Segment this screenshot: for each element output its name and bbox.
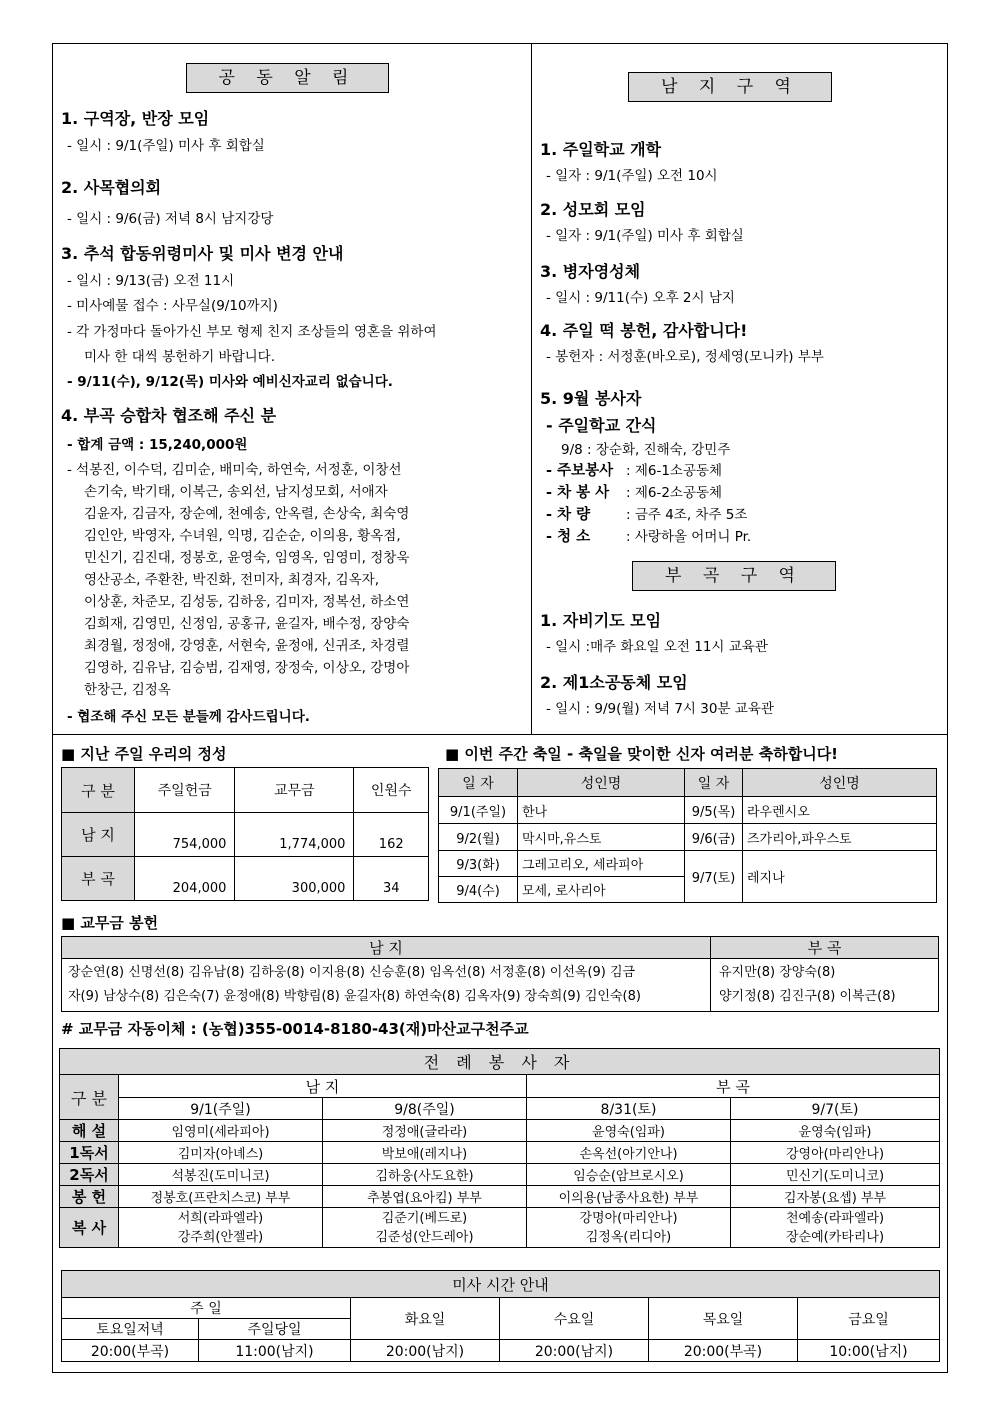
liturgy-cell: 임영미(세라피아) [119, 1120, 323, 1142]
offering-cell: 754,000 [135, 813, 235, 857]
feast-saint: 즈가리아,파우스토 [743, 824, 937, 851]
liturgy-cell: 윤영숙(임파) [731, 1120, 940, 1142]
tithe-bugok-line: 양기정(8) 김진구(8) 이복근(8) [719, 989, 896, 1004]
tithe-bugok-names [711, 959, 939, 1012]
feast-head: 일 자 [685, 769, 743, 797]
mass-time: 20:00(부곡) [62, 1340, 199, 1362]
namji-title: 남 지 구 역 [628, 72, 832, 102]
feast-saint: 라우렌시오 [743, 797, 937, 824]
donor-line: 이상훈, 차준모, 김성동, 김하웅, 김미자, 정복선, 하소연 [84, 594, 410, 610]
bugok-title: 부 곡 구 역 [632, 561, 836, 591]
mass-day: 화요일 [351, 1298, 500, 1340]
liturgy-cell: 김하웅(사도요한) [323, 1164, 527, 1186]
liturgy-date: 9/1(주일) [119, 1098, 323, 1120]
feast-table [438, 768, 937, 903]
offering-cell: 300,000 [235, 857, 354, 901]
liturgy-cell: 박보애(레지나) [323, 1142, 527, 1164]
donor-line: 김인안, 박영자, 수녀원, 익명, 김순순, 이의용, 황옥점, [84, 528, 401, 544]
feast-title: ■ 이번 주간 축일 - 축일을 맞이한 신자 여러분 축하합니다! [445, 745, 839, 763]
bugok-s2-line: - 일시 : 9/9(월) 저녁 7시 30분 교육관 [546, 701, 774, 717]
namji-s1-line: - 일자 : 9/1(주일) 오전 10시 [546, 168, 718, 184]
tithe-namji-line: 장순연(8) 신명선(8) 김유남(8) 김하웅(8) 이지용(8) 신승훈(8) 임옥선(8) 서정훈(8) 이선옥(9) 김금 [68, 965, 636, 980]
liturgy-role: 2독서 [60, 1164, 119, 1186]
tithe-title: ■ 교무금 봉헌 [61, 914, 159, 932]
feast-date: 9/2(월) [439, 824, 518, 851]
namji-s5-head: 5. 9월 봉사자 [540, 389, 642, 408]
donor-line: 김윤자, 김금자, 장순예, 천예송, 안옥렬, 손상숙, 최숙영 [84, 506, 410, 522]
liturgy-service-cell [323, 1208, 527, 1248]
liturgy-cell: 정정애(글라라) [323, 1120, 527, 1142]
feast-saint: 모세, 로사리아 [518, 877, 685, 903]
joint-notice-title: 공 동 알 림 [186, 63, 389, 93]
bugok-s2-head: 2. 제1소공동체 모임 [540, 673, 688, 692]
volunteer-role: - 차 봉 사 [546, 485, 610, 501]
tithe-namji-names [62, 959, 711, 1012]
joint-s3-line4: 미사 한 대씩 봉헌하기 바랍니다. [84, 349, 275, 365]
tithe-bugok-line: 유지만(8) 장양숙(8) [719, 965, 836, 980]
tithe-namji-head: 남 지 [62, 937, 711, 959]
liturgy-service-cell [527, 1208, 731, 1248]
tithe-bugok-head: 부 곡 [711, 937, 939, 959]
feast-head: 일 자 [439, 769, 518, 797]
liturgy-date: 9/7(토) [731, 1098, 940, 1120]
mass-time: 10:00(남지) [798, 1340, 940, 1362]
liturgy-bugok-head: 부 곡 [527, 1075, 940, 1098]
namji-s3-head: 3. 병자영성체 [540, 262, 641, 281]
liturgy-cell: 민신기(도미니코) [731, 1164, 940, 1186]
joint-s2-line: - 일시 : 9/6(금) 저녁 8시 남지강당 [67, 211, 274, 227]
liturgy-cell: 석봉진(도미니코) [119, 1164, 323, 1186]
liturgy-service-name: 김준성(안드레아) [375, 1229, 474, 1245]
donor-line: 최경월, 정정애, 강영훈, 서현숙, 윤정애, 신귀조, 차경렬 [84, 638, 410, 654]
liturgy-cell: 김자봉(요셉) 부부 [731, 1186, 940, 1208]
volunteer-value: : 제6-2소공동체 [626, 485, 723, 501]
liturgy-service-name: 천예송(라파엘라) [785, 1210, 885, 1226]
feast-saint: 그레고리오, 세라피아 [518, 851, 685, 877]
offering-row-label: 부 곡 [62, 857, 135, 901]
mass-time: 20:00(남지) [351, 1340, 500, 1362]
offering-head-sunday: 주일헌금 [135, 768, 235, 813]
offering-cell: 162 [354, 813, 429, 857]
donor-line: 손기숙, 박기태, 이복근, 송외선, 남지성모회, 서애자 [84, 484, 388, 500]
announcements-area [53, 44, 947, 735]
namji-s4-head: 4. 주일 떡 봉헌, 감사합니다! [540, 321, 748, 340]
bugok-s1-line: - 일시 :매주 화요일 오전 11시 교육관 [546, 639, 768, 655]
liturgy-service-name: 서희(라파엘라) [177, 1210, 264, 1226]
volunteer-role: - 주보봉사 [546, 463, 614, 479]
offering-cell: 1,774,000 [235, 813, 354, 857]
feast-date: 9/1(주일) [439, 797, 518, 824]
namji-s3-line: - 일시 : 9/11(수) 오후 2시 남지 [546, 290, 735, 306]
liturgy-service-name: 강명아(마리안나) [579, 1210, 678, 1226]
joint-notice-column [53, 44, 532, 734]
offering-row-label: 남 지 [62, 813, 135, 857]
liturgy-cell: 윤영숙(임파) [527, 1120, 731, 1142]
offering-head-tithe: 교무금 [235, 768, 354, 813]
donor-line: 김영하, 김유남, 김승범, 김재영, 장정숙, 이상오, 강명아 [84, 660, 410, 676]
mass-sat-eve: 토요일저녁 [62, 1319, 199, 1340]
liturgy-service-name: 강주희(안젤라) [177, 1229, 264, 1245]
joint-s4-head: 4. 부곡 승합차 협조해 주신 분 [61, 406, 277, 425]
liturgy-date: 9/8(주일) [323, 1098, 527, 1120]
bulletin-page [52, 43, 948, 1373]
mass-sun-day: 주일당일 [199, 1319, 351, 1340]
offering-head-count: 인원수 [354, 768, 429, 813]
liturgy-cell: 강영아(마리안나) [731, 1142, 940, 1164]
liturgy-role: 봉 헌 [60, 1186, 119, 1208]
donor-line: 한창근, 김정옥 [84, 682, 171, 698]
bugok-s1-head: 1. 자비기도 모임 [540, 611, 662, 630]
donor-line: 영산공소, 주환찬, 박진화, 전미자, 최경자, 김옥자, [84, 572, 379, 588]
feast-head: 성인명 [518, 769, 685, 797]
feast-head: 성인명 [743, 769, 937, 797]
volunteer-role: - 청 소 [546, 529, 591, 545]
mass-time: 20:00(남지) [500, 1340, 649, 1362]
volunteer-role: - 차 량 [546, 507, 591, 523]
liturgy-service-name: 김준기(베드로) [381, 1210, 468, 1226]
mass-time: 20:00(부곡) [649, 1340, 798, 1362]
mass-sunday-head: 주 일 [62, 1298, 351, 1319]
namji-s5-snack-value: 9/8 : 장순화, 진해숙, 강민주 [561, 442, 731, 458]
joint-s3-head: 3. 추석 합동위령미사 및 미사 변경 안내 [61, 244, 344, 263]
mass-day: 수요일 [500, 1298, 649, 1340]
namji-s2-line: - 일자 : 9/1(주일) 미사 후 회합실 [546, 228, 744, 244]
offering-table [61, 767, 429, 901]
mass-day: 목요일 [649, 1298, 798, 1340]
mass-time-table [61, 1270, 940, 1362]
offering-head-gubun: 구 분 [62, 768, 135, 813]
namji-s2-head: 2. 성모회 모임 [540, 200, 646, 219]
joint-s3-line3: - 각 가정마다 돌아가신 부모 형제 친지 조상들의 영혼을 위하여 [67, 324, 437, 340]
donor-line: 김희재, 김영민, 신정임, 공홍규, 윤길자, 배수정, 장양숙 [84, 616, 410, 632]
joint-s1-line: - 일시 : 9/1(주일) 미사 후 회합실 [67, 138, 265, 154]
feast-date: 9/6(금) [685, 824, 743, 851]
donor-line: 민신기, 김진대, 정봉호, 윤영숙, 임영옥, 임영미, 정창욱 [84, 550, 410, 566]
liturgy-cell: 손옥선(아기안나) [527, 1142, 731, 1164]
liturgy-cell: 임승순(암브로시오) [527, 1164, 731, 1186]
liturgy-role: 복 사 [60, 1208, 119, 1248]
offering-title: ■ 지난 주일 우리의 정성 [61, 745, 227, 763]
feast-date: 9/4(수) [439, 877, 518, 903]
volunteer-value: : 금주 4조, 차주 5조 [626, 507, 748, 523]
joint-s4-total: - 합계 금액 : 15,240,000원 [67, 437, 248, 453]
donor-line: - 석봉진, 이수덕, 김미순, 배미숙, 하연숙, 서정훈, 이창선 [67, 462, 402, 478]
mass-day: 금요일 [798, 1298, 940, 1340]
feast-date: 9/5(목) [685, 797, 743, 824]
liturgy-service-cell [731, 1208, 940, 1248]
liturgy-role: 해 설 [60, 1120, 119, 1142]
liturgy-cell: 추봉엽(요아킴) 부부 [323, 1186, 527, 1208]
liturgy-service-cell [119, 1208, 323, 1248]
liturgy-cell: 이의용(남종사요한) 부부 [527, 1186, 731, 1208]
feast-saint: 레지나 [743, 851, 937, 903]
joint-s3-line5: - 9/11(수), 9/12(목) 미사와 예비신자교리 없습니다. [67, 374, 393, 390]
tithe-table [61, 936, 939, 1012]
offering-cell: 204,000 [135, 857, 235, 901]
liturgy-service-name: 장순예(카타리나) [785, 1229, 885, 1245]
liturgy-namji-head: 남 지 [119, 1075, 527, 1098]
mass-time: 11:00(남지) [199, 1340, 351, 1362]
liturgy-role: 1독서 [60, 1142, 119, 1164]
liturgy-title: 전 례 봉 사 자 [60, 1049, 940, 1075]
feast-saint: 한나 [518, 797, 685, 824]
namji-column [532, 44, 947, 734]
namji-s5-snack: - 주일학교 간식 [546, 416, 657, 435]
joint-s3-line1: - 일시 : 9/13(금) 오전 11시 [67, 273, 235, 289]
tithe-auto-transfer: # 교무금 자동이체 : (농협)355-0014-8180-43(재)마산교구천주교 [61, 1020, 529, 1038]
volunteer-value: : 제6-1소공동체 [626, 463, 723, 479]
liturgy-gubun: 구 분 [60, 1075, 119, 1120]
joint-s3-line2: - 미사예물 접수 : 사무실(9/10까지) [67, 298, 278, 314]
feast-date: 9/7(토) [685, 851, 743, 903]
liturgy-cell: 김미자(아녜스) [119, 1142, 323, 1164]
joint-s2-head: 2. 사목협의회 [61, 178, 162, 197]
liturgy-cell: 정봉호(프란치스코) 부부 [119, 1186, 323, 1208]
namji-s4-line: - 봉헌자 : 서정훈(바오로), 정세영(모니카) 부부 [546, 349, 824, 365]
namji-s1-head: 1. 주일학교 개학 [540, 140, 662, 159]
offering-cell: 34 [354, 857, 429, 901]
tithe-namji-line: 자(9) 남상수(8) 김은숙(7) 윤정애(8) 박향림(8) 윤길자(8) 하연숙(8) 김옥자(9) 장숙희(9) 김인숙(8) [68, 989, 641, 1004]
liturgy-table [59, 1048, 940, 1248]
liturgy-date: 8/31(토) [527, 1098, 731, 1120]
joint-s4-thanks: - 협조해 주신 모든 분들께 감사드립니다. [67, 709, 310, 725]
feast-saint: 막시마,유스토 [518, 824, 685, 851]
volunteer-value: : 사랑하올 어머니 Pr. [626, 529, 752, 545]
liturgy-service-name: 김정옥(리디아) [585, 1229, 672, 1245]
joint-s1-head: 1. 구역장, 반장 모임 [61, 109, 210, 128]
mass-title: 미사 시간 안내 [62, 1271, 940, 1298]
feast-date: 9/3(화) [439, 851, 518, 877]
